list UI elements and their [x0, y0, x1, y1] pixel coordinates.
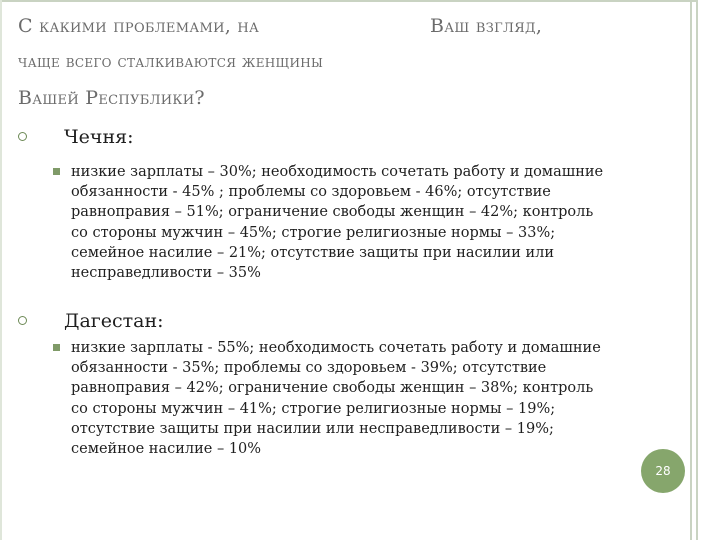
title-line-1-part-a: С какими проблемами, на [18, 15, 260, 37]
circle-bullet-icon [18, 316, 27, 325]
region-stats-text: низкие зарплаты - 55%; необходимость сочетать работу и домашние обязанности - 35%; проблемы со здоровьем - 39%; отсутствие равноправия – 42%; ограничение свободы женщин – 38%; контроль со стороны мужчин – 41%; строгие религиозные нормы – 19%; отсутствие защиты при насилии или несправедливости – 19%; семейное насилие – 10% [71, 340, 601, 458]
region-stats-text: низкие зарплаты – 30%; необходимость сочетать работу и домашние обязанности - 45% ; проблемы со здоровьем - 46%; отсутствие равноправия – 51%; ограничение свободы женщин – 42%; контроль со стороны мужчин – 45%; строгие религиозные нормы – 33%; семейное насилие – 21%; отсутствие защиты при насилии или несправедливости – 35% [71, 164, 604, 282]
square-bullet-icon [53, 344, 60, 351]
slide-title [18, 8, 668, 116]
title-line-3: Вашей Республики? [18, 87, 205, 109]
title-line-2: чаще всего сталкиваются женщины [18, 52, 324, 72]
region-stats-item [71, 338, 611, 459]
slide-frame-right [690, 0, 698, 540]
slide-frame-top [0, 0, 698, 2]
title-line-1 [18, 8, 668, 44]
region-stats-item [71, 162, 611, 283]
region-name: Дагестан: [64, 310, 164, 332]
circle-bullet-icon [18, 132, 27, 141]
page-number-badge: 28 [641, 449, 685, 493]
region-name: Чечня: [64, 126, 134, 148]
square-bullet-icon [53, 168, 60, 175]
slide-frame-left [0, 0, 2, 540]
title-line-1-part-b: Ваш взгляд, [430, 15, 543, 37]
